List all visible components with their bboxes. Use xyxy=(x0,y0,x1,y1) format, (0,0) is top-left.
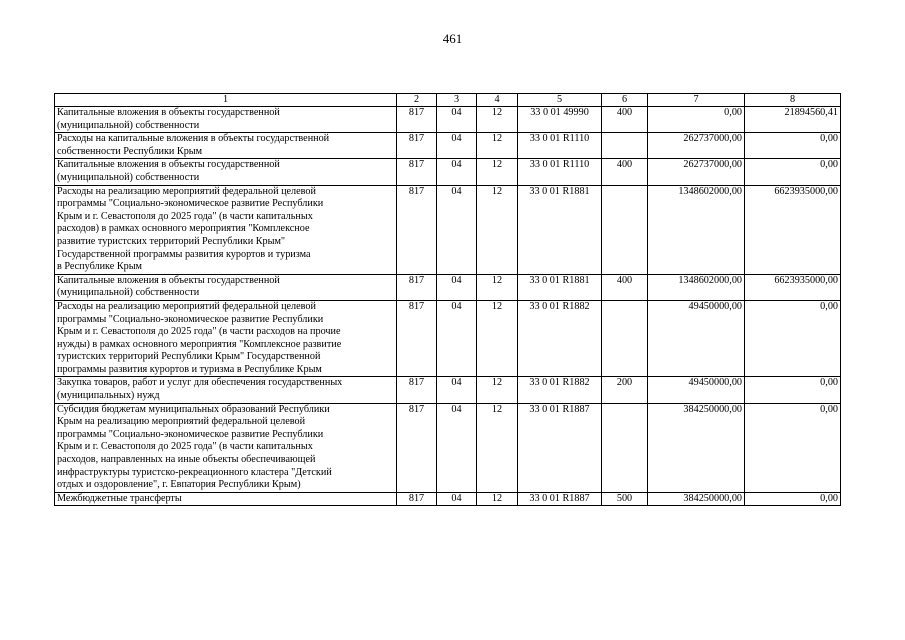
target-article-cell: 33 0 01 R1887 xyxy=(518,492,602,506)
ministry-code-cell: 817 xyxy=(397,107,437,133)
table-body xyxy=(55,107,841,506)
description-line: развитие туристских территорий Республики Крым" xyxy=(57,235,286,247)
subsection-code-cell: 12 xyxy=(477,377,518,403)
amount-cell: 1348602000,00 xyxy=(648,274,745,300)
header-cell: 3 xyxy=(437,94,477,107)
amount-cell: 0,00 xyxy=(648,107,745,133)
table-row xyxy=(55,185,841,274)
target-article-cell: 33 0 01 R1882 xyxy=(518,377,602,403)
subsection-code-cell: 12 xyxy=(477,107,518,133)
header-cell: 4 xyxy=(477,94,518,107)
description-line: расходов, направленных на иные объекты обеспечивающей xyxy=(57,454,316,466)
description-line: программы "Социально-экономическое развитие Республики xyxy=(57,198,324,210)
ministry-code-cell: 817 xyxy=(397,492,437,506)
ministry-code-cell: 817 xyxy=(397,300,437,377)
target-article-cell: 33 0 01 R1881 xyxy=(518,274,602,300)
budget-table xyxy=(54,93,841,506)
amount-cell: 0,00 xyxy=(745,492,841,506)
amount-cell: 0,00 xyxy=(745,159,841,185)
section-code-cell: 04 xyxy=(437,133,477,159)
amount-cell: 262737000,00 xyxy=(648,133,745,159)
ministry-code-cell: 817 xyxy=(397,274,437,300)
amount-cell: 1348602000,00 xyxy=(648,185,745,274)
description-line: Крым и г. Севастополя до 2025 года" (в части капитальных xyxy=(57,210,313,222)
description-line: Крым и г. Севастополя до 2025 года" (в части капитальных xyxy=(57,441,313,453)
amount-cell: 0,00 xyxy=(745,300,841,377)
table-row xyxy=(55,107,841,133)
description-line: Капитальные вложения в объекты государственной xyxy=(57,107,280,118)
expense-type-cell xyxy=(602,133,648,159)
description-line: программы "Социально-экономическое развитие Республики xyxy=(57,428,324,440)
section-code-cell: 04 xyxy=(437,300,477,377)
ministry-code-cell: 817 xyxy=(397,133,437,159)
expense-type-cell: 400 xyxy=(602,107,648,133)
section-code-cell: 04 xyxy=(437,159,477,185)
description-line: туристских территорий Республики Крым" Государственной xyxy=(57,351,321,363)
header-cell: 5 xyxy=(518,94,602,107)
section-code-cell: 04 xyxy=(437,274,477,300)
section-code-cell: 04 xyxy=(437,377,477,403)
table-row xyxy=(55,377,841,403)
section-code-cell: 04 xyxy=(437,185,477,274)
amount-cell: 0,00 xyxy=(745,133,841,159)
amount-cell: 49450000,00 xyxy=(648,300,745,377)
amount-cell: 21894560,41 xyxy=(745,107,841,133)
table-row xyxy=(55,403,841,492)
amount-cell: 384250000,00 xyxy=(648,403,745,492)
description-line: (муниципальной) собственности xyxy=(57,287,200,299)
expense-type-cell: 400 xyxy=(602,159,648,185)
amount-cell: 6623935000,00 xyxy=(745,274,841,300)
subsection-code-cell: 12 xyxy=(477,274,518,300)
row-description xyxy=(55,133,397,159)
ministry-code-cell: 817 xyxy=(397,159,437,185)
table-row xyxy=(55,274,841,300)
amount-cell: 262737000,00 xyxy=(648,159,745,185)
description-line: Капитальные вложения в объекты государственной xyxy=(57,159,280,171)
description-line: Межбюджетные трансферты xyxy=(57,492,182,504)
table-row xyxy=(55,159,841,185)
description-line: Государственной программы развития курортов и туризма xyxy=(57,248,311,260)
subsection-code-cell: 12 xyxy=(477,492,518,506)
expense-type-cell: 200 xyxy=(602,377,648,403)
subsection-code-cell: 12 xyxy=(477,403,518,492)
target-article-cell: 33 0 01 R1887 xyxy=(518,403,602,492)
header-cell: 1 xyxy=(55,94,397,107)
description-line: расходов) в рамках основного мероприятия "Комплексное xyxy=(57,223,310,235)
description-line: инфраструктуры туристско-рекреационного кластера "Детский xyxy=(57,466,332,478)
description-line: собственности Республики Крым xyxy=(57,145,203,157)
description-line: Расходы на капитальные вложения в объекты государственной xyxy=(57,133,330,145)
table-row xyxy=(55,300,841,377)
row-description xyxy=(55,492,397,506)
expense-type-cell xyxy=(602,403,648,492)
amount-cell: 0,00 xyxy=(745,377,841,403)
subsection-code-cell: 12 xyxy=(477,300,518,377)
description-line: Закупка товаров, работ и услуг для обеспечения государственных xyxy=(57,377,343,389)
expense-type-cell: 400 xyxy=(602,274,648,300)
description-line: отдых и оздоровление", г. Евпатория Республики Крым) xyxy=(57,479,301,491)
expense-type-cell xyxy=(602,185,648,274)
row-description xyxy=(55,185,397,274)
section-code-cell: 04 xyxy=(437,403,477,492)
description-line: Субсидия бюджетам муниципальных образований Республики xyxy=(57,403,330,415)
row-description xyxy=(55,300,397,377)
description-line: Крым на реализацию мероприятий федеральной целевой xyxy=(57,416,306,428)
target-article-cell: 33 0 01 R1110 xyxy=(518,159,602,185)
description-line: Расходы на реализацию мероприятий федеральной целевой xyxy=(57,300,316,312)
description-line: программы "Социально-экономическое развитие Республики xyxy=(57,313,324,325)
page-number: 461 xyxy=(442,31,463,46)
row-description xyxy=(55,274,397,300)
target-article-cell: 33 0 01 R1882 xyxy=(518,300,602,377)
description-line: (муниципальных) нужд xyxy=(57,390,160,402)
target-article-cell: 33 0 01 49990 xyxy=(518,107,602,133)
section-code-cell: 04 xyxy=(437,492,477,506)
ministry-code-cell: 817 xyxy=(397,185,437,274)
header-cell: 7 xyxy=(648,94,745,107)
header-cell: 2 xyxy=(397,94,437,107)
row-description xyxy=(55,159,397,185)
amount-cell: 49450000,00 xyxy=(648,377,745,403)
description-line: в Республике Крым xyxy=(57,261,143,273)
subsection-code-cell: 12 xyxy=(477,133,518,159)
amount-cell: 384250000,00 xyxy=(648,492,745,506)
description-line: программы развития курортов и туризма в Республике Крым xyxy=(57,363,322,375)
description-line: Капитальные вложения в объекты государственной xyxy=(57,274,280,286)
description-line: (муниципальной) собственности xyxy=(57,171,200,183)
description-line: Крым и г. Севастополя до 2025 года" (в части расходов на прочие xyxy=(57,326,341,338)
table-row xyxy=(55,133,841,159)
subsection-code-cell: 12 xyxy=(477,159,518,185)
description-line: (муниципальной) собственности xyxy=(57,119,200,131)
table-row xyxy=(55,492,841,506)
row-description xyxy=(55,377,397,403)
row-description xyxy=(55,403,397,492)
row-description xyxy=(55,107,397,133)
ministry-code-cell: 817 xyxy=(397,377,437,403)
target-article-cell: 33 0 01 R1110 xyxy=(518,133,602,159)
description-line: нужды) в рамках основного мероприятия "Комплексное развитие xyxy=(57,338,342,350)
expense-type-cell xyxy=(602,300,648,377)
expense-type-cell: 500 xyxy=(602,492,648,506)
subsection-code-cell: 12 xyxy=(477,185,518,274)
header-cell: 6 xyxy=(602,94,648,107)
section-code-cell: 04 xyxy=(437,107,477,133)
description-line: Расходы на реализацию мероприятий федеральной целевой xyxy=(57,185,316,197)
header-cell: 8 xyxy=(745,94,841,107)
amount-cell: 0,00 xyxy=(745,403,841,492)
target-article-cell: 33 0 01 R1881 xyxy=(518,185,602,274)
amount-cell: 6623935000,00 xyxy=(745,185,841,274)
ministry-code-cell: 817 xyxy=(397,403,437,492)
header-row xyxy=(55,94,841,107)
